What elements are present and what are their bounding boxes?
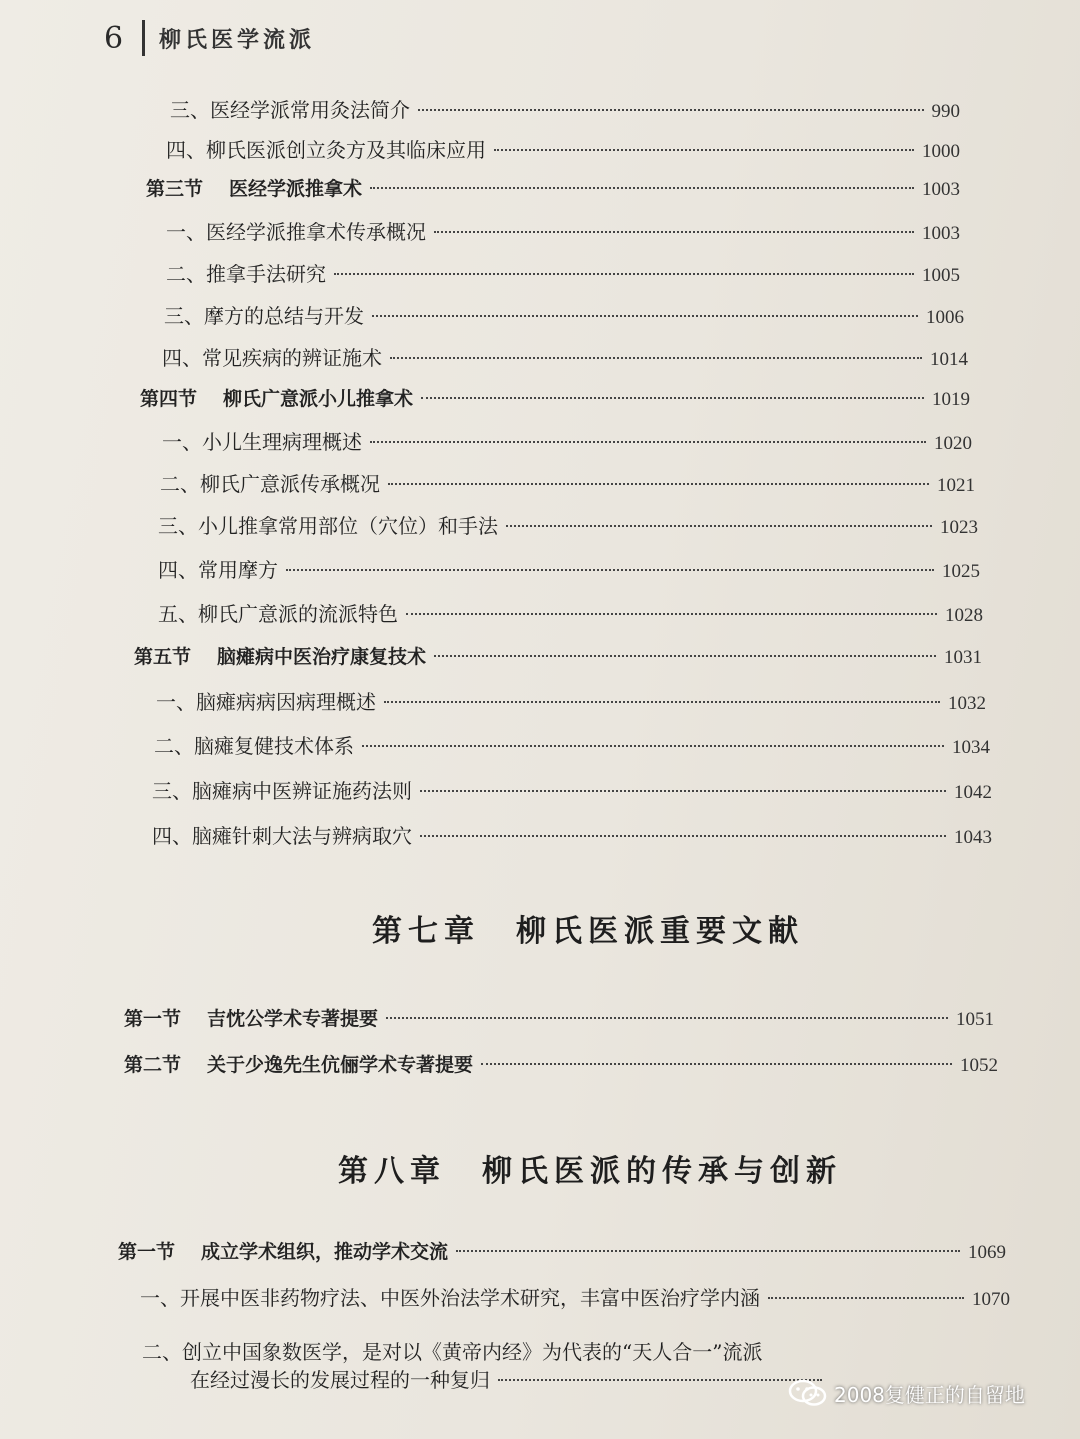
toc-item-label: 一、脑瘫病病因病理概述 xyxy=(156,690,376,714)
section-number: 第四节 xyxy=(140,388,198,410)
dot-leader xyxy=(420,835,946,837)
toc-page-number: 1003 xyxy=(922,179,960,200)
toc-section-row xyxy=(140,384,970,411)
section-number: 第三节 xyxy=(146,178,204,200)
dot-leader xyxy=(434,231,914,233)
toc-page-number: 1042 xyxy=(954,782,992,803)
toc-item-multiline-line2: 在经过漫长的发展过程的一种复归 xyxy=(190,1368,490,1392)
toc-section-row xyxy=(118,1237,1006,1264)
dot-leader xyxy=(334,273,914,275)
chapter-7-title: 柳氏医派重要文献 xyxy=(516,914,804,949)
page-header xyxy=(104,18,315,58)
toc-item-row xyxy=(140,1282,1010,1311)
dot-leader xyxy=(370,441,926,443)
dot-leader xyxy=(418,109,924,111)
dot-leader xyxy=(386,1017,948,1019)
page-number: 6 xyxy=(104,20,124,56)
dot-leader xyxy=(421,397,924,399)
chapter-8-title: 柳氏医派的传承与创新 xyxy=(482,1154,842,1189)
toc-item-multiline-line1: 二、创立中国象数医学，是对以《黄帝内经》为代表的“天人合一”流派 xyxy=(142,1340,763,1364)
book-title: 柳氏医学流派 xyxy=(159,26,316,53)
dot-leader xyxy=(388,483,929,485)
toc-page-number: 1020 xyxy=(934,433,972,454)
toc-section-label xyxy=(118,1237,448,1264)
toc-section-label xyxy=(140,384,413,411)
section-title: 吉忱公学术专著提要 xyxy=(207,1008,379,1030)
wechat-icon xyxy=(788,1378,828,1408)
toc-section-row xyxy=(134,642,982,669)
section-number: 第一节 xyxy=(124,1008,182,1030)
toc-item-row xyxy=(170,94,960,123)
toc-item-row xyxy=(166,258,960,287)
section-title: 柳氏广意派小儿推拿术 xyxy=(223,388,414,410)
toc-item-label: 三、脑瘫病中医辨证施药法则 xyxy=(152,779,412,803)
section-number: 第五节 xyxy=(134,646,192,668)
toc-page-number: 1019 xyxy=(932,389,970,410)
toc-item-label: 四、常用摩方 xyxy=(158,558,278,582)
section-number: 第一节 xyxy=(118,1241,176,1263)
toc-item-row xyxy=(158,554,980,583)
toc-item-row xyxy=(156,686,986,715)
toc-item-label: 四、常见疾病的辨证施术 xyxy=(162,346,382,370)
dot-leader xyxy=(434,655,936,657)
toc-item-row xyxy=(164,300,964,329)
dot-leader xyxy=(390,357,922,359)
toc-item-label: 四、柳氏医派创立灸方及其临床应用 xyxy=(166,138,486,162)
toc-page-number: 1070 xyxy=(972,1289,1010,1310)
toc-page-number: 1000 xyxy=(922,141,960,162)
dot-leader xyxy=(370,187,914,189)
dot-leader xyxy=(406,613,937,615)
toc-section-row xyxy=(146,174,960,201)
watermark-text: 2008复健正的自留地 xyxy=(834,1382,1025,1407)
toc-item-label: 一、开展中医非药物疗法、中医外治法学术研究，丰富中医治疗学内涵 xyxy=(140,1286,760,1310)
dot-leader xyxy=(420,790,946,792)
toc-item-row xyxy=(166,134,960,163)
toc-item-label: 一、小儿生理病理概述 xyxy=(162,430,362,454)
toc-item-row xyxy=(152,775,992,804)
chapter-7-heading xyxy=(372,906,804,950)
toc-item-label: 四、脑瘫针刺大法与辨病取穴 xyxy=(152,824,412,848)
toc-item-row xyxy=(162,426,972,455)
dot-leader xyxy=(498,1379,822,1381)
section-title: 脑瘫病中医治疗康复技术 xyxy=(217,646,427,668)
toc-item-row xyxy=(158,510,978,539)
toc-page-number: 1006 xyxy=(926,307,964,328)
dot-leader xyxy=(372,315,918,317)
toc-page-number: 1051 xyxy=(956,1009,994,1030)
toc-item-label: 二、脑瘫复健技术体系 xyxy=(154,734,354,758)
dot-leader xyxy=(494,149,914,151)
toc-page-number: 1028 xyxy=(945,605,983,626)
toc-section-label xyxy=(124,1050,473,1077)
toc-page-number: 1025 xyxy=(942,561,980,582)
toc-section-label xyxy=(134,642,426,669)
toc-page-number: 1003 xyxy=(922,223,960,244)
dot-leader xyxy=(384,701,940,703)
dot-leader xyxy=(286,569,934,571)
toc-page-number: 1021 xyxy=(937,475,975,496)
toc-item-row xyxy=(166,216,960,245)
dot-leader xyxy=(768,1297,964,1299)
section-title: 关于少逸先生伉俪学术专著提要 xyxy=(207,1054,474,1076)
watermark xyxy=(788,1378,1025,1408)
toc-item-label: 五、柳氏广意派的流派特色 xyxy=(158,602,398,626)
section-title: 医经学派推拿术 xyxy=(229,178,363,200)
toc-section-label xyxy=(146,174,362,201)
toc-page-number: 1031 xyxy=(944,647,982,668)
toc-page-number: 1014 xyxy=(930,349,968,370)
toc-item-label: 三、医经学派常用灸法简介 xyxy=(170,98,410,122)
header-divider xyxy=(142,20,145,56)
dot-leader xyxy=(506,525,932,527)
toc-page-number: 1023 xyxy=(940,517,978,538)
dot-leader xyxy=(362,745,944,747)
chapter-7-number: 第七章 xyxy=(372,914,480,949)
toc-item-label: 一、医经学派推拿术传承概况 xyxy=(166,220,426,244)
toc-item-multiline-line2-row xyxy=(190,1364,830,1393)
toc-item-row xyxy=(160,468,975,497)
toc-page-number: 990 xyxy=(931,101,960,122)
chapter-8-number: 第八章 xyxy=(338,1154,446,1189)
toc-page-number: 1005 xyxy=(922,265,960,286)
toc-page-number: 1043 xyxy=(954,827,992,848)
section-number: 第二节 xyxy=(124,1054,182,1076)
toc-section-row xyxy=(124,1004,994,1031)
dot-leader xyxy=(456,1250,960,1252)
toc-item-row xyxy=(154,730,990,759)
toc-item-label: 三、小儿推拿常用部位（穴位）和手法 xyxy=(158,514,498,538)
toc-page-number: 1069 xyxy=(968,1242,1006,1263)
toc-item-row xyxy=(152,820,992,849)
toc-item-row xyxy=(158,598,983,627)
dot-leader xyxy=(481,1063,952,1065)
toc-page-number: 1032 xyxy=(948,693,986,714)
chapter-8-heading xyxy=(338,1146,842,1190)
toc-section-row xyxy=(124,1050,998,1077)
toc-item-label: 二、推拿手法研究 xyxy=(166,262,326,286)
toc-page-number: 1052 xyxy=(960,1055,998,1076)
toc-page-number: 1034 xyxy=(952,737,990,758)
toc-item-label: 二、柳氏广意派传承概况 xyxy=(160,472,380,496)
section-title: 成立学术组织，推动学术交流 xyxy=(201,1241,449,1263)
toc-item-label: 三、摩方的总结与开发 xyxy=(164,304,364,328)
toc-item-row xyxy=(162,342,968,371)
toc-section-label xyxy=(124,1004,378,1031)
